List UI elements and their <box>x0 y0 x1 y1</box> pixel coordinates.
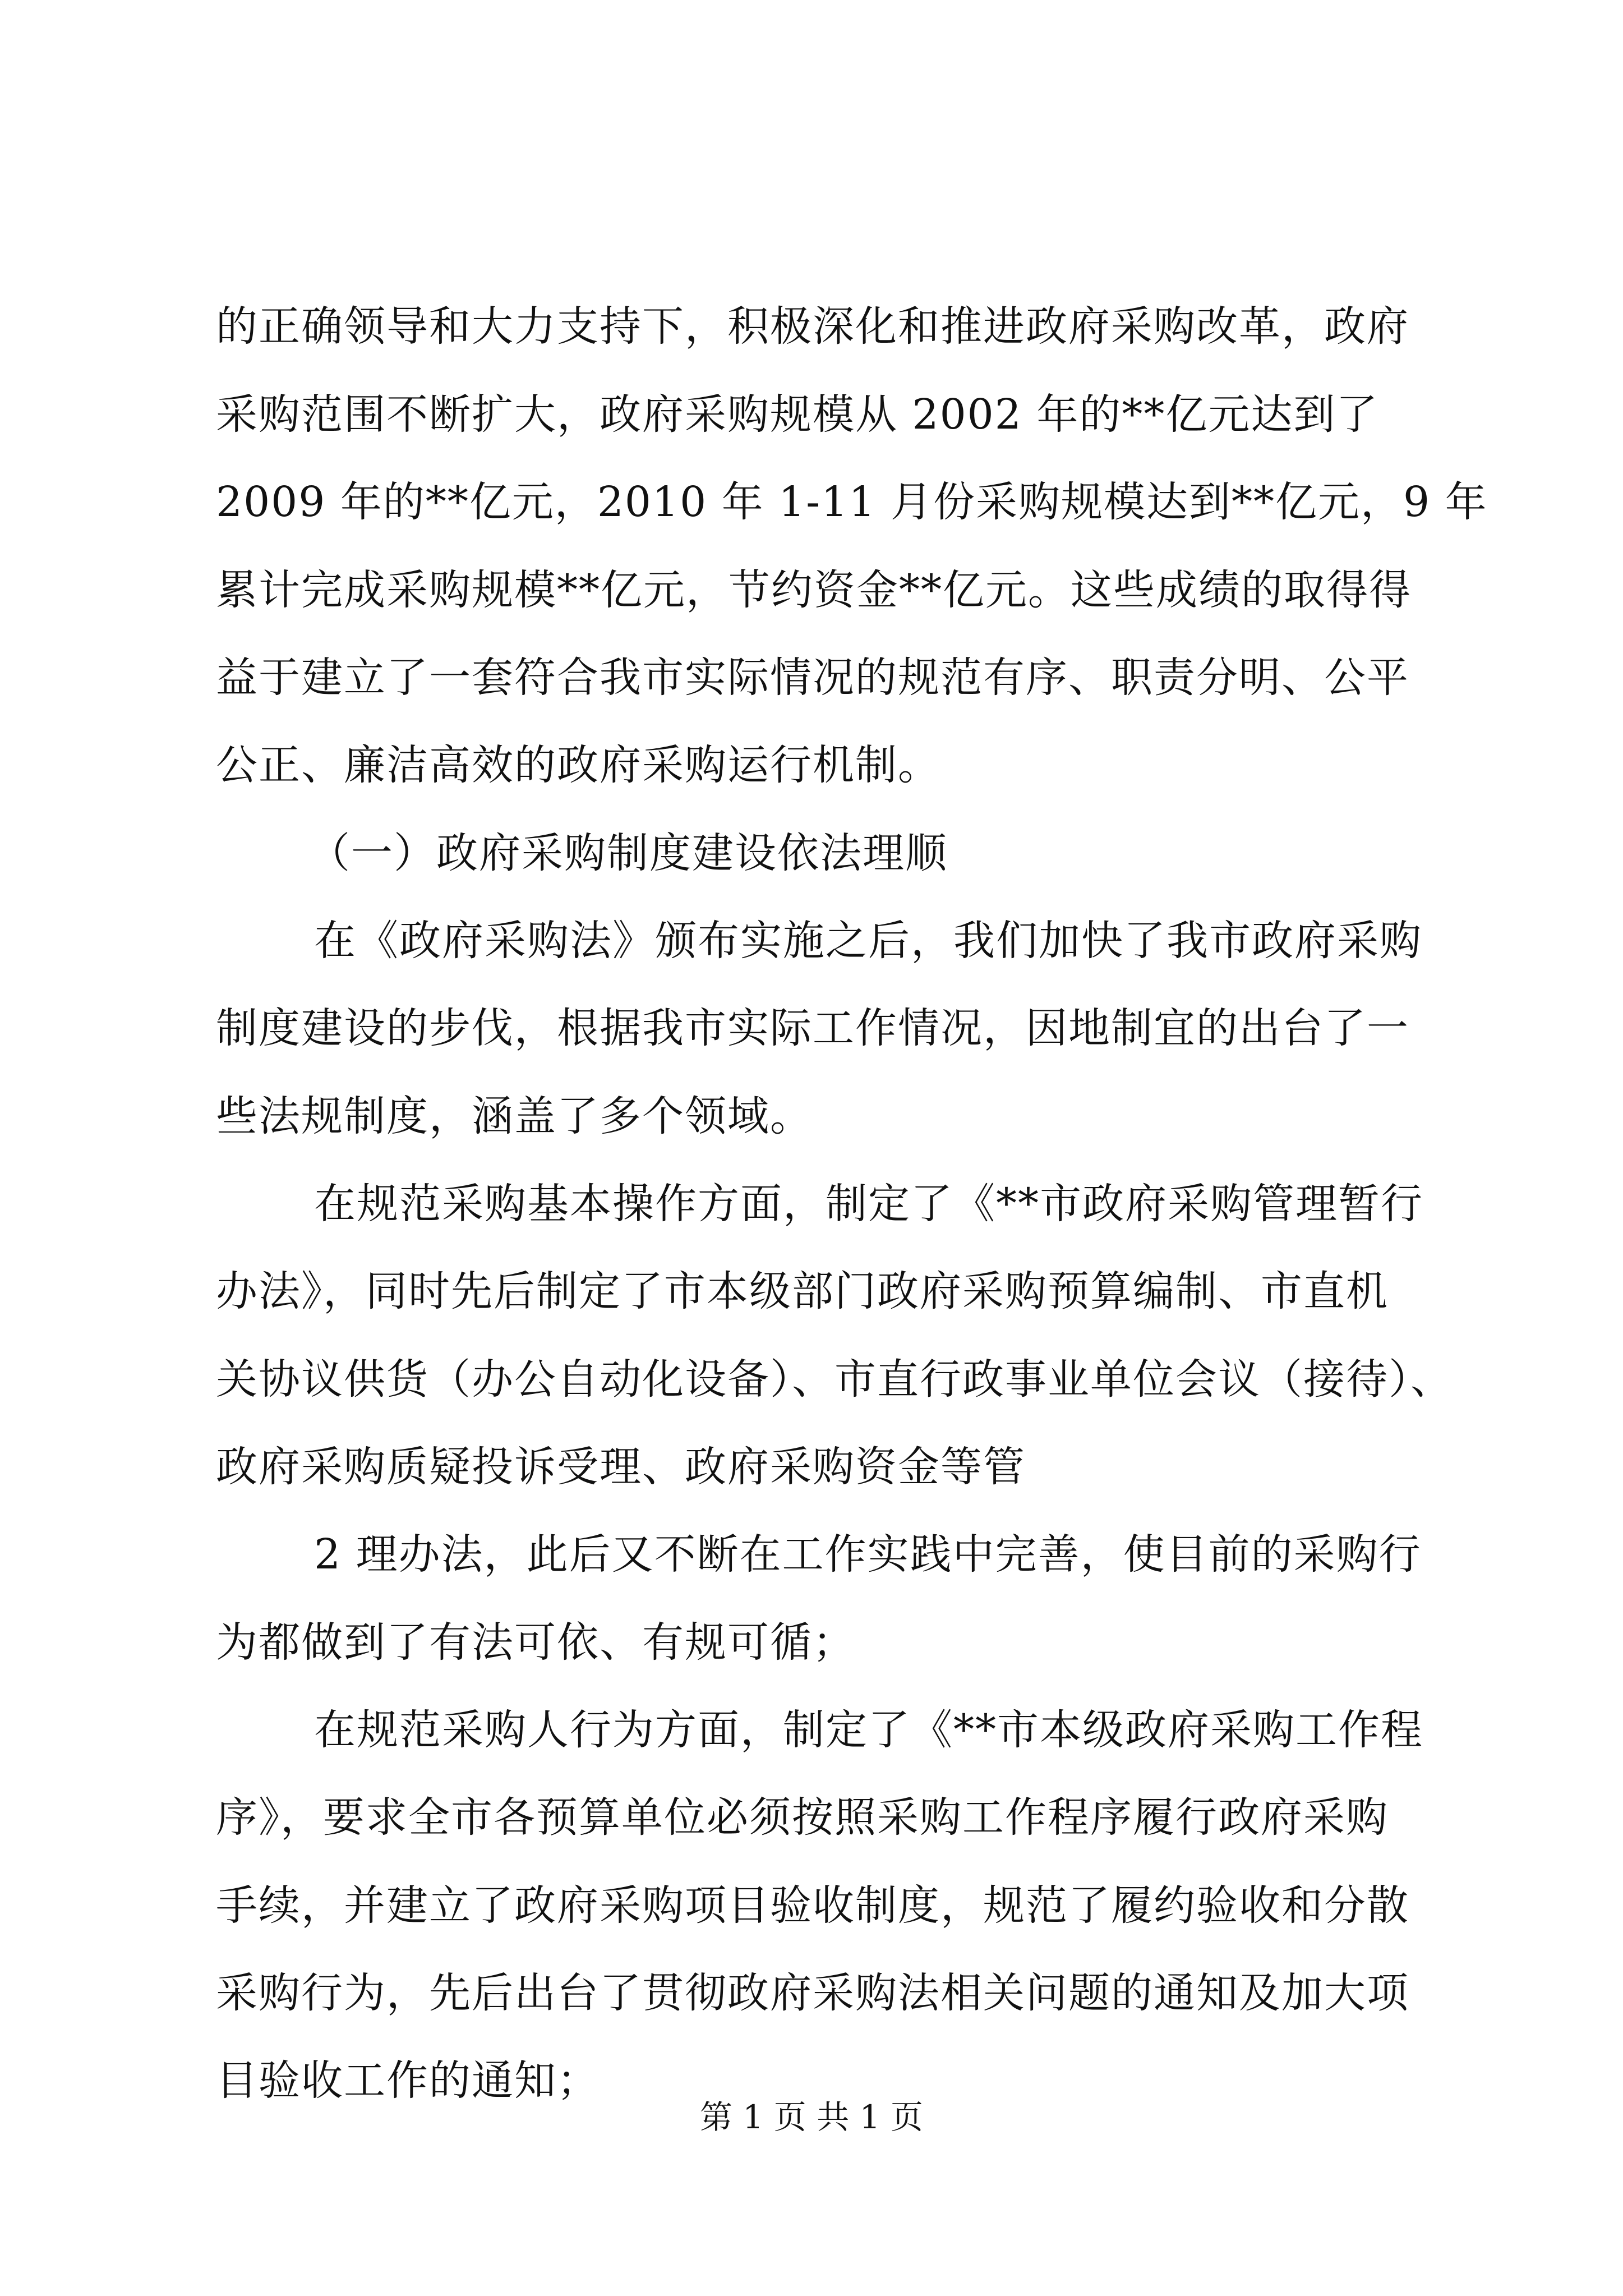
body-text-line: 些法规制度，涵盖了多个领域。 <box>216 1092 813 1140</box>
body-text-line: 关协议供货（办公自动化设备）、市直行政事业单位会议（接待）、 <box>216 1355 1453 1404</box>
page-footer: 第 1 页 共 1 页 <box>700 2098 923 2136</box>
body-text-line: 2 理办法，此后又不断在工作实践中完善，使目前的采购行 <box>314 1530 1422 1579</box>
body-text-line: 累计完成采购规模**亿元，节约资金**亿元。这些成绩的取得得 <box>216 566 1412 614</box>
body-text-line: 为都做到了有法可依、有规可循； <box>216 1618 855 1667</box>
body-text-line: 政府采购质疑投诉受理、政府采购资金等管 <box>216 1443 1026 1491</box>
body-text-line: 制度建设的步伐，根据我市实际工作情况，因地制宜的出台了一 <box>216 1004 1409 1052</box>
body-text-line: 采购范围不断扩大，政府采购规模从 2002 年的**亿元达到了 <box>216 390 1379 439</box>
body-text-line: 2009 年的**亿元，2010 年 1-11 月份采购规模达到**亿元，9 年 <box>216 478 1488 526</box>
body-text-line: 序》，要求全市各预算单位必须按照采购工作程序履行政府采购 <box>216 1793 1389 1842</box>
body-text-line: 目验收工作的通知； <box>216 2056 600 2105</box>
body-text-line: 办法》，同时先后制定了市本级部门政府采购预算编制、市直机 <box>216 1267 1389 1315</box>
body-text-line: 公正、廉洁高效的政府采购运行机制。 <box>216 741 940 789</box>
body-text-line: 的正确领导和大力支持下，积极深化和推进政府采购改革，政府 <box>216 302 1409 351</box>
body-text-line: 采购行为，先后出台了贯彻政府采购法相关问题的通知及加大项 <box>216 1969 1409 2017</box>
section-heading: （一）政府采购制度建设依法理顺 <box>308 829 948 877</box>
body-text-line: 手续，并建立了政府采购项目验收制度，规范了履约验收和分散 <box>216 1881 1409 1930</box>
body-text-line: 在规范采购人行为方面，制定了《**市本级政府采购工作程 <box>314 1706 1423 1754</box>
body-text-line: 在《政府采购法》颁布实施之后，我们加快了我市政府采购 <box>314 917 1422 965</box>
body-text-line: 益于建立了一套符合我市实际情况的规范有序、职责分明、公平 <box>216 654 1409 702</box>
body-text-line: 在规范采购基本操作方面，制定了《**市政府采购管理暂行 <box>314 1180 1423 1228</box>
